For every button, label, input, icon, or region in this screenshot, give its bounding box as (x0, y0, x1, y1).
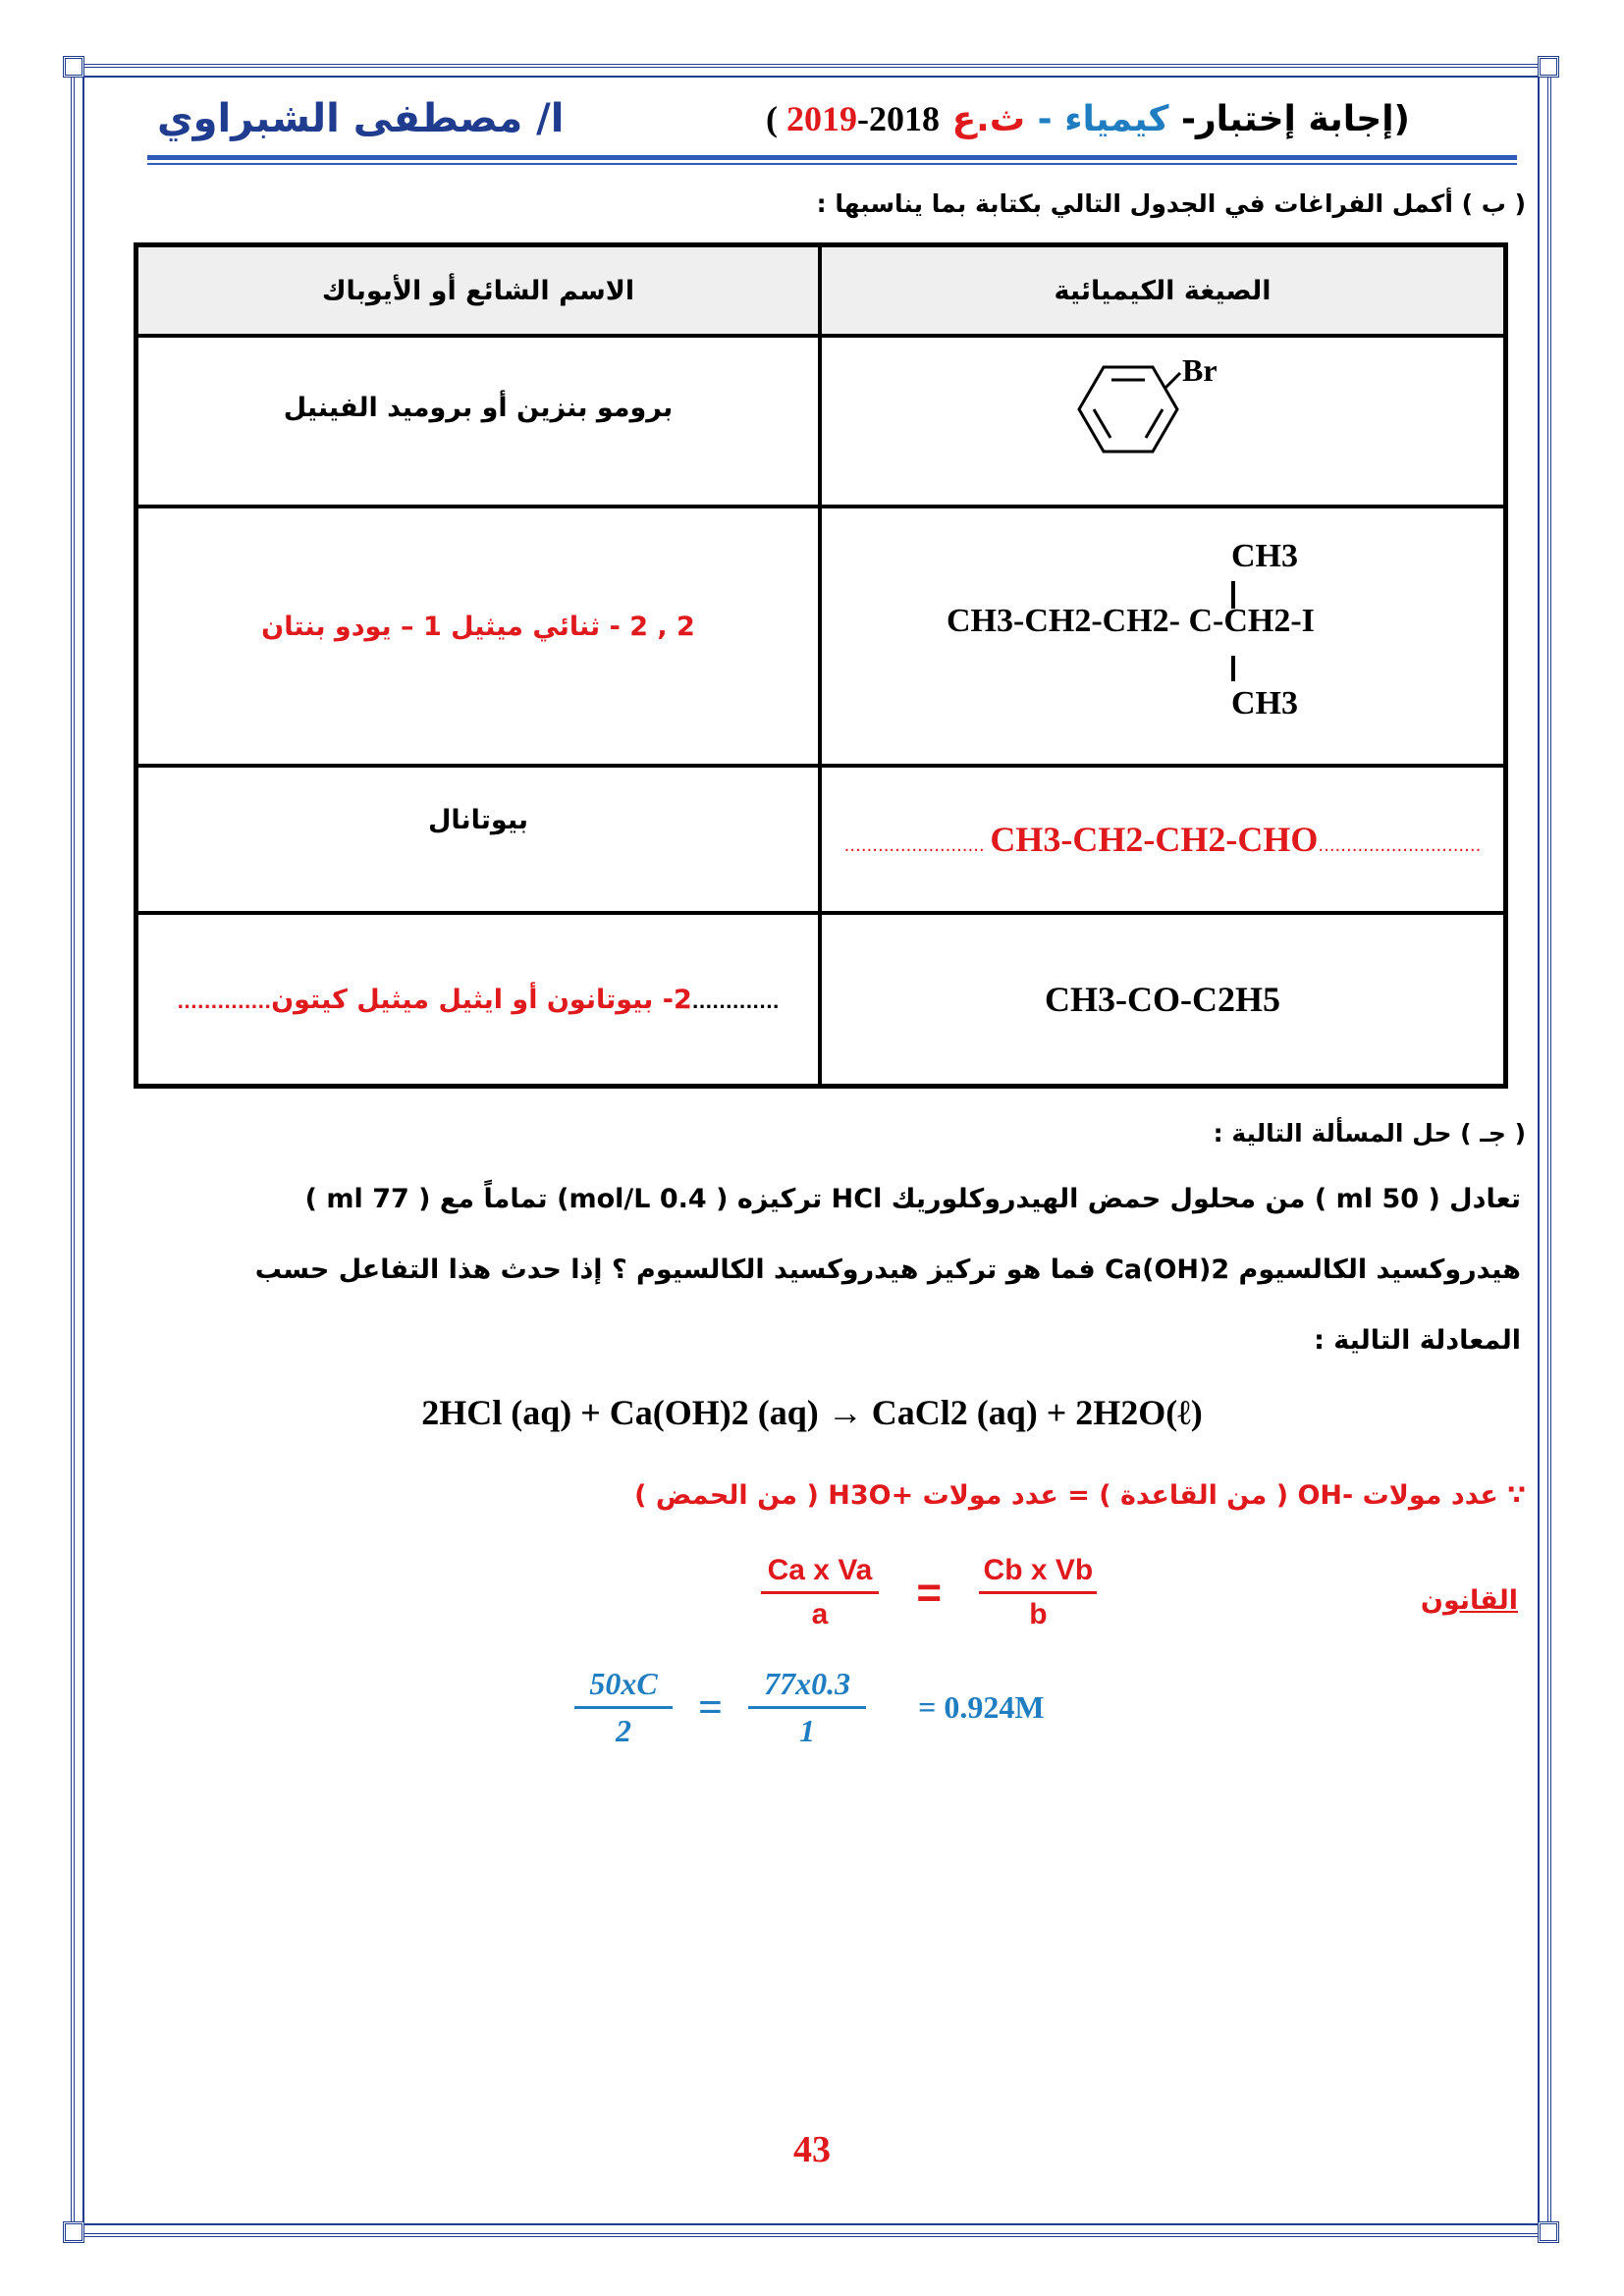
calc-result: = 0.924M (918, 1689, 1045, 1725)
law-lhs-denominator: a (811, 1598, 829, 1630)
table-row (136, 507, 1505, 766)
name-text: 2- بيوتانون أو ايثيل ميثيل كيتون (271, 984, 692, 1015)
header-author: ا/ مصطفى الشبراوي (157, 96, 565, 141)
bromobenzene-structure (1055, 355, 1271, 483)
title-years: ( 2019-2018 (766, 99, 941, 138)
calc-rhs-numerator: 77x0.3 (748, 1666, 866, 1709)
col-header-name: الاسم الشائع أو الأيوباك (136, 245, 820, 336)
law-rhs-fraction (979, 1554, 1097, 1631)
dotted-fill: .............. (177, 991, 272, 1013)
section-c-heading: ( جـ ) حل المسألة التالية : (1213, 1119, 1526, 1148)
header-rule-thin (147, 163, 1517, 165)
law-lhs-numerator: Ca x Va (761, 1554, 879, 1594)
name-cell: بيوتانال (136, 766, 820, 913)
dotted-fill: ............................. (1318, 835, 1482, 856)
title-years-red: 2019 (786, 99, 858, 138)
title-grade: ث.ع (951, 99, 1026, 139)
equals-sign: = (916, 1568, 943, 1617)
corner-ornament (63, 56, 84, 78)
equals-sign: = (698, 1683, 724, 1732)
section-b-heading: ( ب ) أكمل الفراغات في الجدول التالي بكتابة بما يناسبها : (816, 189, 1526, 218)
law-lhs-fraction (761, 1554, 879, 1631)
dotted-fill: ......................... (843, 835, 991, 856)
corner-ornament (1538, 2221, 1559, 2243)
calc-lhs-fraction (574, 1666, 673, 1749)
calc-lhs-denominator: 2 (616, 1713, 631, 1748)
law-rhs-denominator: b (1029, 1598, 1048, 1630)
calc-rhs-fraction (748, 1666, 866, 1749)
table-row (136, 913, 1505, 1086)
header-rule (147, 155, 1517, 160)
bond-line (1231, 656, 1235, 681)
law-rhs-numerator: Cb x Vb (979, 1554, 1097, 1594)
table-row (136, 336, 1505, 507)
corner-ornament (1538, 56, 1559, 78)
main-chain: CH3-CH2-CH2- C-CH2-I (947, 603, 1315, 639)
col-header-formula: الصيغة الكيميائية (820, 245, 1505, 336)
page-number: 43 (793, 2129, 831, 2170)
formula-cell (820, 507, 1505, 766)
title-subject: كيمياء - (1037, 99, 1169, 139)
name-cell: برومو بنزين أو بروميد الفينيل (136, 336, 820, 507)
table-row (136, 766, 1505, 913)
table-header-row (136, 245, 1505, 336)
dotted-fill: ............. (691, 991, 780, 1013)
calc-rhs-denominator: 1 (799, 1713, 816, 1748)
name-cell (136, 913, 820, 1086)
problem-line-3: المعادلة التالية : (1314, 1325, 1521, 1356)
title-prefix: (إجابة إختبار- (1181, 99, 1410, 139)
formula-text: CH3-CO-C2H5 (1045, 980, 1280, 1019)
formula-cell (820, 766, 1505, 913)
methyl-bottom: CH3 (1231, 685, 1298, 721)
calc-lhs-numerator: 50xC (574, 1666, 673, 1709)
law-label: القانون (1420, 1585, 1518, 1616)
corner-ornament (63, 2221, 84, 2243)
reaction-equation: 2HCl (aq) + Ca(OH)2 (aq) → CaCl2 (aq) + 2H2O(ℓ) (421, 1393, 1203, 1432)
formula-text: CH3-CH2-CH2-CHO (990, 820, 1319, 859)
law-formula (761, 1554, 1097, 1631)
name-cell: 2 , 2 - ثنائي ميثيل 1 – يودو بنتان (136, 507, 820, 766)
methyl-top: CH3 (1231, 538, 1298, 574)
calculation (574, 1666, 1045, 1749)
formula-cell (820, 336, 1505, 507)
problem-line-1: تعادل ( 50 ml ) من محلول حمض الهيدروكلوريك HCl تركيزه ( 0.4 mol/L) تماماً مع ( 77 ml ) (304, 1184, 1521, 1214)
header-title (766, 98, 1410, 139)
bromine-label: Br (1182, 355, 1218, 388)
chemistry-table (134, 242, 1508, 1089)
problem-line-2: هيدروكسيد الكالسيوم Ca(OH)2 فما هو تركيز هيدروكسيد الكالسيوم ؟ إذا حدث هذا التفاعل حسب (254, 1255, 1521, 1285)
mole-relation: ∵ عدد مولات -OH ( من القاعدة ) = عدد مولات +H3O ( من الحمض ) (634, 1480, 1526, 1511)
formula-cell (820, 913, 1505, 1086)
